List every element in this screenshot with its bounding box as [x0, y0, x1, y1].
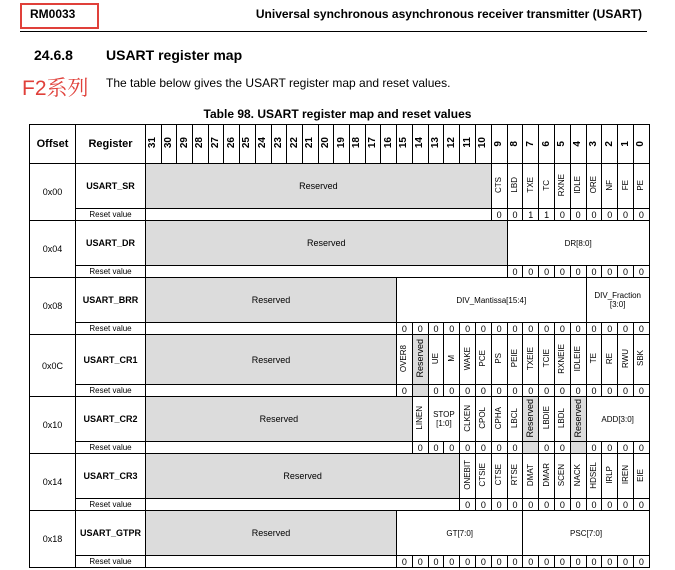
reset-bit: 0: [554, 556, 570, 568]
bit-field: LINEN: [412, 397, 428, 442]
reset-bit: 0: [586, 266, 602, 278]
register-row: [30, 278, 650, 323]
reset-bit: 0: [507, 209, 523, 221]
reset-bit: 0: [523, 499, 539, 511]
reset-bit: 0: [633, 323, 649, 335]
bit-field: LBD: [507, 164, 523, 209]
reset-bit: 0: [507, 499, 523, 511]
reset-bit: 0: [554, 209, 570, 221]
reset-bit: 0: [539, 556, 555, 568]
reset-bit: 0: [570, 209, 586, 221]
reset-bit: 0: [460, 323, 476, 335]
bit-field: IDLE: [570, 164, 586, 209]
reset-bit: 0: [633, 442, 649, 454]
reset-bit: 0: [428, 442, 444, 454]
bit-header: 6: [539, 125, 555, 164]
bit-header: 27: [208, 125, 224, 164]
offset-header: Offset: [30, 125, 76, 164]
reset-bit: 0: [397, 385, 413, 397]
reset-bit: 0: [602, 266, 618, 278]
bit-field: LBCL: [507, 397, 523, 442]
bit-field: SBK: [633, 335, 649, 385]
bit-field: PEIE: [507, 335, 523, 385]
reset-bit: 0: [554, 499, 570, 511]
offset-cell: 0x10: [30, 397, 76, 454]
reset-bit: 0: [586, 209, 602, 221]
offset-cell: 0x0C: [30, 335, 76, 397]
register-name: USART_GTPR: [76, 511, 146, 556]
register-row: [30, 221, 650, 266]
reset-bit: 0: [586, 323, 602, 335]
reserved-field: Reserved: [146, 397, 413, 442]
register-row: [30, 164, 650, 209]
register-header: Register: [76, 125, 146, 164]
reset-bit: 0: [428, 556, 444, 568]
reset-bit: 0: [618, 442, 634, 454]
reset-bit: 0: [460, 556, 476, 568]
bit-field: RWU: [618, 335, 634, 385]
bit-header: 17: [365, 125, 381, 164]
reset-bit: 0: [412, 442, 428, 454]
reset-bit: 0: [554, 385, 570, 397]
reset-bit: 0: [460, 385, 476, 397]
bit-field: DMAR: [539, 454, 555, 499]
bit-field: IRLP: [602, 454, 618, 499]
bit-field: CTSIE: [475, 454, 491, 499]
reserved-field: Reserved: [523, 397, 539, 442]
reset-empty-cell: [523, 442, 539, 454]
reset-bit: 0: [444, 442, 460, 454]
bit-field: NACK: [570, 454, 586, 499]
register-name: USART_CR2: [76, 397, 146, 442]
reset-bit: 0: [602, 385, 618, 397]
bit-field: ORE: [586, 164, 602, 209]
bit-header: 10: [475, 125, 491, 164]
reserved-field: Reserved: [146, 164, 492, 209]
bit-header: 11: [460, 125, 476, 164]
bit-field: RTSE: [507, 454, 523, 499]
bit-field: NF: [602, 164, 618, 209]
bit-field: ONEBIT: [460, 454, 476, 499]
reset-bit: 0: [570, 556, 586, 568]
reset-bit: 0: [460, 499, 476, 511]
reset-row: [30, 266, 650, 278]
reset-bit: 0: [523, 385, 539, 397]
bit-header: 29: [177, 125, 193, 164]
bit-header: 14: [412, 125, 428, 164]
bit-field: CPOL: [475, 397, 491, 442]
reset-empty-cell: [146, 209, 492, 221]
reset-value-label: Reset value: [76, 323, 146, 335]
reset-empty-cell: [146, 385, 397, 397]
bit-field: TC: [539, 164, 555, 209]
bit-header: 9: [491, 125, 507, 164]
reset-bit: 0: [618, 385, 634, 397]
bit-header: 2: [602, 125, 618, 164]
reset-bit: 0: [618, 556, 634, 568]
bit-field: FE: [618, 164, 634, 209]
bit-field: RXNEIE: [554, 335, 570, 385]
bit-field: PS: [491, 335, 507, 385]
reset-bit: 0: [539, 323, 555, 335]
reset-bit: 0: [570, 385, 586, 397]
bit-field: CLKEN: [460, 397, 476, 442]
reset-bit: 0: [618, 323, 634, 335]
bit-header: 13: [428, 125, 444, 164]
reset-bit: 0: [475, 442, 491, 454]
reset-bit: 0: [602, 209, 618, 221]
reset-bit: 0: [618, 499, 634, 511]
reset-bit: 0: [460, 442, 476, 454]
reset-empty-cell: [146, 442, 413, 454]
reserved-field: Reserved: [146, 221, 508, 266]
bit-field: PCE: [475, 335, 491, 385]
bit-field: EIE: [633, 454, 649, 499]
reset-value-label: Reset value: [76, 442, 146, 454]
register-row: [30, 454, 650, 499]
reset-bit: 0: [523, 556, 539, 568]
bit-field: CTS: [491, 164, 507, 209]
reset-empty-cell: [412, 385, 428, 397]
reset-bit: 0: [523, 323, 539, 335]
bit-header: 0: [633, 125, 649, 164]
reset-bit: 0: [586, 499, 602, 511]
register-row: [30, 335, 650, 385]
reset-bit: 0: [491, 323, 507, 335]
reset-bit: 0: [523, 266, 539, 278]
reset-bit: 0: [618, 209, 634, 221]
reset-bit: 0: [491, 209, 507, 221]
bit-header: 15: [397, 125, 413, 164]
bit-header: 16: [381, 125, 397, 164]
reset-bit: 0: [602, 442, 618, 454]
reset-bit: 0: [507, 266, 523, 278]
bit-header: 20: [318, 125, 334, 164]
reset-row: [30, 209, 650, 221]
bit-field: DMAT: [523, 454, 539, 499]
reset-row: [30, 323, 650, 335]
header-rule: [20, 31, 647, 32]
reset-bit: 0: [397, 323, 413, 335]
bit-header: 23: [271, 125, 287, 164]
reset-value-label: Reset value: [76, 499, 146, 511]
bit-field: SCEN: [554, 454, 570, 499]
intro-text: The table below gives the USART register map and reset values.: [106, 76, 451, 90]
bit-field: IREN: [618, 454, 634, 499]
bit-header: 25: [240, 125, 256, 164]
bit-field: CPHA: [491, 397, 507, 442]
bit-field: TCIE: [539, 335, 555, 385]
reset-value-label: Reset value: [76, 556, 146, 568]
reset-bit: 0: [475, 556, 491, 568]
bit-field: HDSEL: [586, 454, 602, 499]
reset-bit: 0: [428, 385, 444, 397]
reset-bit: 0: [412, 323, 428, 335]
reset-bit: 0: [554, 266, 570, 278]
reset-row: [30, 499, 650, 511]
reset-bit: 0: [633, 499, 649, 511]
bit-header: 22: [287, 125, 303, 164]
bit-field: DR[8:0]: [507, 221, 649, 266]
reset-bit: 0: [539, 266, 555, 278]
register-name: USART_SR: [76, 164, 146, 209]
chapter-title: Universal synchronous asynchronous receiver transmitter (USART): [255, 7, 642, 21]
handwritten-annotation: F2系列: [22, 77, 89, 100]
reset-bit: 0: [633, 556, 649, 568]
reset-bit: 0: [412, 556, 428, 568]
reset-bit: 1: [523, 209, 539, 221]
reserved-field: Reserved: [570, 397, 586, 442]
reserved-field: Reserved: [146, 454, 460, 499]
bit-header: 28: [193, 125, 209, 164]
reset-bit: 0: [491, 442, 507, 454]
reserved-field: Reserved: [146, 278, 397, 323]
bit-field: LBDIE: [539, 397, 555, 442]
reset-empty-cell: [146, 499, 460, 511]
reset-bit: 0: [539, 385, 555, 397]
bit-header: 5: [554, 125, 570, 164]
reset-bit: 0: [602, 323, 618, 335]
reset-row: [30, 556, 650, 568]
reset-bit: 0: [475, 323, 491, 335]
reset-bit: 0: [539, 499, 555, 511]
offset-cell: 0x08: [30, 278, 76, 335]
bit-field: IDLEIE: [570, 335, 586, 385]
section-title: USART register map: [106, 47, 243, 63]
table-caption: Table 98. USART register map and reset values: [203, 107, 472, 121]
bit-field: RXNE: [554, 164, 570, 209]
reset-bit: 0: [397, 556, 413, 568]
reset-bit: 0: [586, 442, 602, 454]
bit-header: 7: [523, 125, 539, 164]
reset-bit: 0: [491, 499, 507, 511]
reset-bit: 0: [570, 266, 586, 278]
bit-field: TE: [586, 335, 602, 385]
reserved-field: Reserved: [412, 335, 428, 385]
bit-field: RE: [602, 335, 618, 385]
reset-bit: 0: [554, 323, 570, 335]
reset-bit: 0: [618, 266, 634, 278]
reset-bit: 0: [491, 385, 507, 397]
section-number: 24.6.8: [34, 47, 73, 63]
reset-row: [30, 442, 650, 454]
reset-bit: 0: [428, 323, 444, 335]
bit-header: 3: [586, 125, 602, 164]
reset-bit: 0: [507, 385, 523, 397]
bit-field: STOP [1:0]: [428, 397, 460, 442]
reset-value-label: Reset value: [76, 385, 146, 397]
reset-bit: 0: [539, 442, 555, 454]
reset-bit: 0: [444, 556, 460, 568]
bit-field: PE: [633, 164, 649, 209]
offset-cell: 0x00: [30, 164, 76, 221]
bit-header: 26: [224, 125, 240, 164]
reset-bit: 0: [633, 209, 649, 221]
bit-field: LBDL: [554, 397, 570, 442]
bit-field: DIV_Mantissa[15:4]: [397, 278, 587, 323]
offset-cell: 0x14: [30, 454, 76, 511]
reset-value-label: Reset value: [76, 266, 146, 278]
reset-empty-cell: [146, 266, 508, 278]
bit-field: ADD[3:0]: [586, 397, 649, 442]
reserved-field: Reserved: [146, 335, 397, 385]
reset-bit: 0: [444, 323, 460, 335]
bit-field: UE: [428, 335, 444, 385]
bit-header: 12: [444, 125, 460, 164]
reset-bit: 0: [602, 499, 618, 511]
reset-bit: 0: [570, 323, 586, 335]
reset-bit: 0: [507, 323, 523, 335]
reset-value-label: Reset value: [76, 209, 146, 221]
reset-bit: 0: [444, 385, 460, 397]
bit-header: 21: [302, 125, 318, 164]
bit-field: TXEIE: [523, 335, 539, 385]
reset-empty-cell: [146, 323, 397, 335]
reset-bit: 0: [507, 556, 523, 568]
bit-field: CTSE: [491, 454, 507, 499]
reset-bit: 0: [602, 556, 618, 568]
bit-header: 19: [334, 125, 350, 164]
reset-bit: 0: [491, 556, 507, 568]
bit-header: 30: [161, 125, 177, 164]
reset-bit: 1: [539, 209, 555, 221]
bit-field: PSC[7:0]: [523, 511, 649, 556]
bit-header: 4: [570, 125, 586, 164]
bit-field: OVER8: [397, 335, 413, 385]
reset-bit: 0: [633, 266, 649, 278]
reset-bit: 0: [507, 442, 523, 454]
register-name: USART_CR1: [76, 335, 146, 385]
reset-bit: 0: [586, 556, 602, 568]
reset-row: [30, 385, 650, 397]
register-name: USART_BRR: [76, 278, 146, 323]
register-row: [30, 511, 650, 556]
reset-empty-cell: [146, 556, 397, 568]
doc-id: RM0033: [30, 7, 76, 21]
bit-header: 8: [507, 125, 523, 164]
reset-bit: 0: [633, 385, 649, 397]
register-name: USART_CR3: [76, 454, 146, 499]
bit-header: 31: [146, 125, 162, 164]
register-name: USART_DR: [76, 221, 146, 266]
bit-header: 1: [618, 125, 634, 164]
reset-empty-cell: [570, 442, 586, 454]
reserved-field: Reserved: [146, 511, 397, 556]
bit-header: 18: [349, 125, 365, 164]
bit-field: WAKE: [460, 335, 476, 385]
register-row: [30, 397, 650, 442]
register-map-table: [29, 124, 650, 568]
reset-bit: 0: [475, 385, 491, 397]
offset-cell: 0x04: [30, 221, 76, 278]
reset-bit: 0: [475, 499, 491, 511]
bit-field: TXE: [523, 164, 539, 209]
bit-field: DIV_Fraction [3:0]: [586, 278, 649, 323]
offset-cell: 0x18: [30, 511, 76, 568]
reset-bit: 0: [570, 499, 586, 511]
reset-bit: 0: [554, 442, 570, 454]
reset-bit: 0: [586, 385, 602, 397]
bit-header: 24: [255, 125, 271, 164]
bit-field: GT[7:0]: [397, 511, 523, 556]
bit-field: M: [444, 335, 460, 385]
